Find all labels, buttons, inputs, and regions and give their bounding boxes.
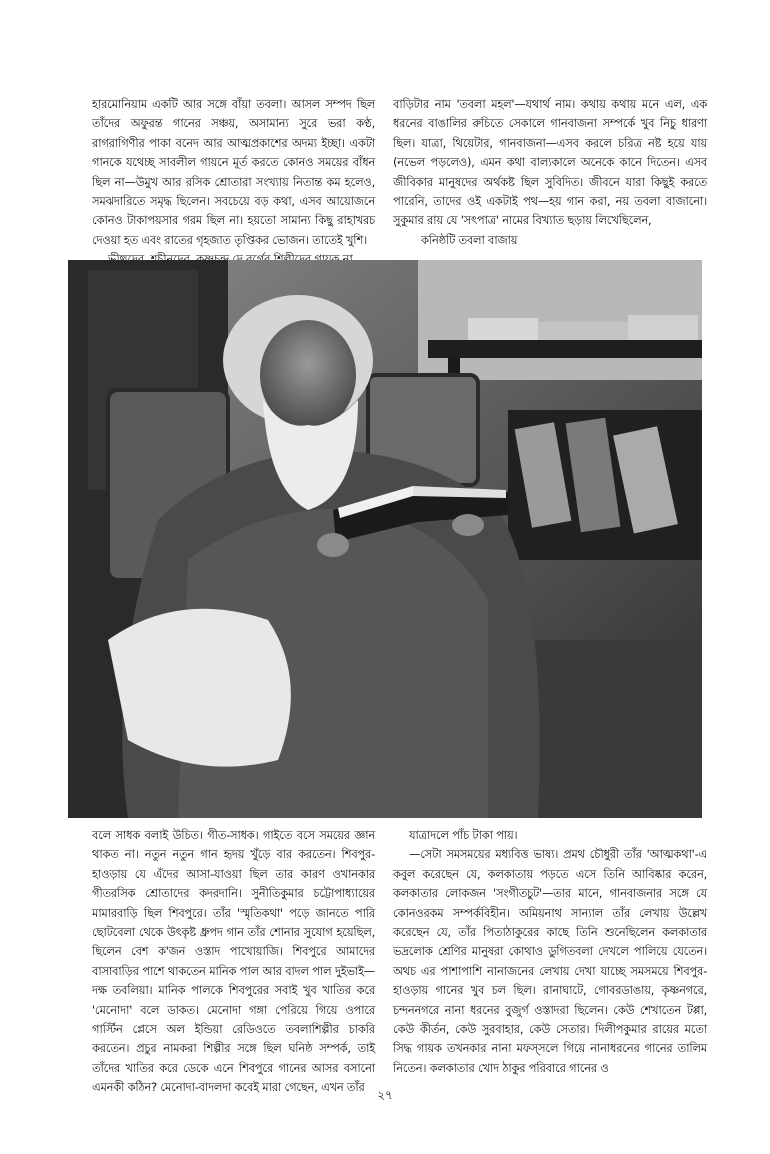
paragraph: বলে সাধক বলাই উচিত। গীত-সাধক। গাইতে বসে সময়ের জ্ঞান থাকত না। নতুন নতুন গান হৃদয় খুঁড়ে বার করতেন। শিবপুর-হাওড়ায় যে এঁদের আসা-যাওয়া ছিল তার কারণ ওখানকার গীতরসিক শ্রোতাদের কদরদানি। সুনীতিকুমার চট্টোপাধ্যায়ের মামারবাড়ি ছিল শিবপুরে। তাঁর 'স্মৃতিকথা' পড়ে জানতে পারি ছোটবেলা থেকে উৎকৃষ্ট ধ্রুপদ গান তাঁর শোনার সুযোগ হয়েছিল, ছিলেন বেশ ক'জন ওস্তাদ পাখোয়াজি। শিবপুরে আমাদের বাসাবাড়ির পাশে থাকতেন মানিক পাল আর বাদল পাল দুইভাই—দক্ষ তবলিয়া। মানিক পালকে শিবপুরের সবাই খুব খাতির করে 'মেনোদা' বলে ডাকত। মেনোদা গঙ্গা পেরিয়ে গিয়ে ওপারে গার্স্টিন প্লেসে অল ইন্ডিয়া রেডিওতে তবলাশিল্পীর চাকরি করতেন। প্রচুর নামকরা শিল্পীর সঙ্গে ছিল ঘনিষ্ঠ সম্পর্ক, তাই তাঁদের খাতির করে ডেকে এনে শিবপুরে গানের আসর বসানো এমনকী কঠিন? মেনোদা-বাদলদা কবেই মারা গেছেন, এখন তাঁর [92, 828, 375, 1095]
photo-illustration [68, 260, 702, 818]
paragraph: বাড়িটার নাম 'তবলা মহল'—যথার্থ নাম। কথায় কথায় মনে এল, এক ধরনের বাঙালির রুচিতে সেকালে গানবাজনা সম্পর্কে খুব নিচু ধারণা ছিল। যাত্রা, থিয়েটার, গানবাজনা—এসব করলে চরিত্র নষ্ট হয়ে যায় (নভেল পড়লেও), এমন কথা বাল্যকালে অনেকে কানে দিতেন। এসব জীবিকার মানুষদের অর্থকষ্ট ছিল সুবিদিত। জীবনে যারা কিছুই করতে পারেনি, তাদের ওই একটাই পথ—হয় গান করা, নয় তবলা বাজানো। সুকুমার রায় যে 'সৎপাত্র' নামের বিখ্যাত ছড়ায় লিখেছিলেন, [393, 97, 707, 228]
page-number: ২৭ [377, 1088, 393, 1102]
column-top-right [393, 95, 707, 250]
paragraph: হারমোনিয়াম একটি আর সঙ্গে বাঁয়া তবলা। আসল সম্পদ ছিল তাঁদের অফুরন্ত গানের সঞ্চয়, অসামান্য সুরে ভরা কণ্ঠ, রাগরাগিণীর পাকা বনেদ আর আত্মপ্রকাশের অদম্য ইচ্ছা। একটা গানকে যথেচ্ছ সাবলীল গায়নে মূর্ত করতে কোনও সময়ের বাঁধন ছিল না—উমুখ আর রসিক শ্রোতারা সংখ্যায় নিতান্ত কম হলেও, সমঝদারিতে সমৃদ্ধ ছিলেন। সবচেয়ে বড় কথা, এসব আয়োজনে কোনও টাকাপয়সার গরম ছিল না। হয়তো সামান্য কিছু রাহাখরচ দেওয়া হত এবং রাতের গৃহজাত তৃপ্তিকর ভোজন। তাতেই খুশি। [92, 97, 375, 247]
column-bottom-right [393, 826, 707, 1078]
portrait-photo [68, 260, 702, 818]
paragraph: —সেটা সমসময়ের মধ্যবিত্ত ভাষ্য। প্রমথ চৌধুরী তাঁর 'আত্মকথা'-এ কবুল করেছেন যে, কলকাতায় পড়তে এসে তিনি আবিষ্কার করেন, কলকাতার লোকজন 'সংগীতচুট'—তার মানে, গানবাজনার সঙ্গে যে কোনওরকম সম্পর্কবিহীন। অমিয়নাথ সান্যাল তাঁর লেখায় উল্লেখ করেছেন যে, তাঁর পিতাঠাকুরের কাছে তিনি শুনেছিলেন কলকাতার ভদ্রলোক শ্রেণির মানুষরা কোথাও ডুগিতবলা দেখলে পালিয়ে যেতেন। অথচ এর পাশাপাশি নানাজনের লেখায় দেখা যাচ্ছে সমসময়ে শিবপুর-হাওড়ায় গানের খুব চল ছিল। রানাঘাটে, গোবরডাঙায়, কৃষ্ণনগরে, চন্দননগরে নানা ধরনের বুজুর্গ ওস্তাদরা ছিলেন। কেউ শেখাতেন টপ্পা, কেউ কীর্তন, কেউ সুরবাহার, কেউ সেতার। দিলীপকুমার রায়ের মতো সিদ্ধ গায়ক তখনকার নানা মফস্সলে গিয়ে নানাধরনের গানের তালিম নিতেন। কলকাতার খোদ ঠাকুর পরিবারে গানের ও [393, 847, 707, 1075]
column-bottom-left [92, 826, 375, 1098]
verse-quote: কনিষ্ঠটি তবলা বাজায় [421, 232, 518, 247]
verse-quote: যাত্রাদলে পাঁচ টাকা পায়। [409, 828, 518, 842]
column-top-left [92, 95, 375, 270]
